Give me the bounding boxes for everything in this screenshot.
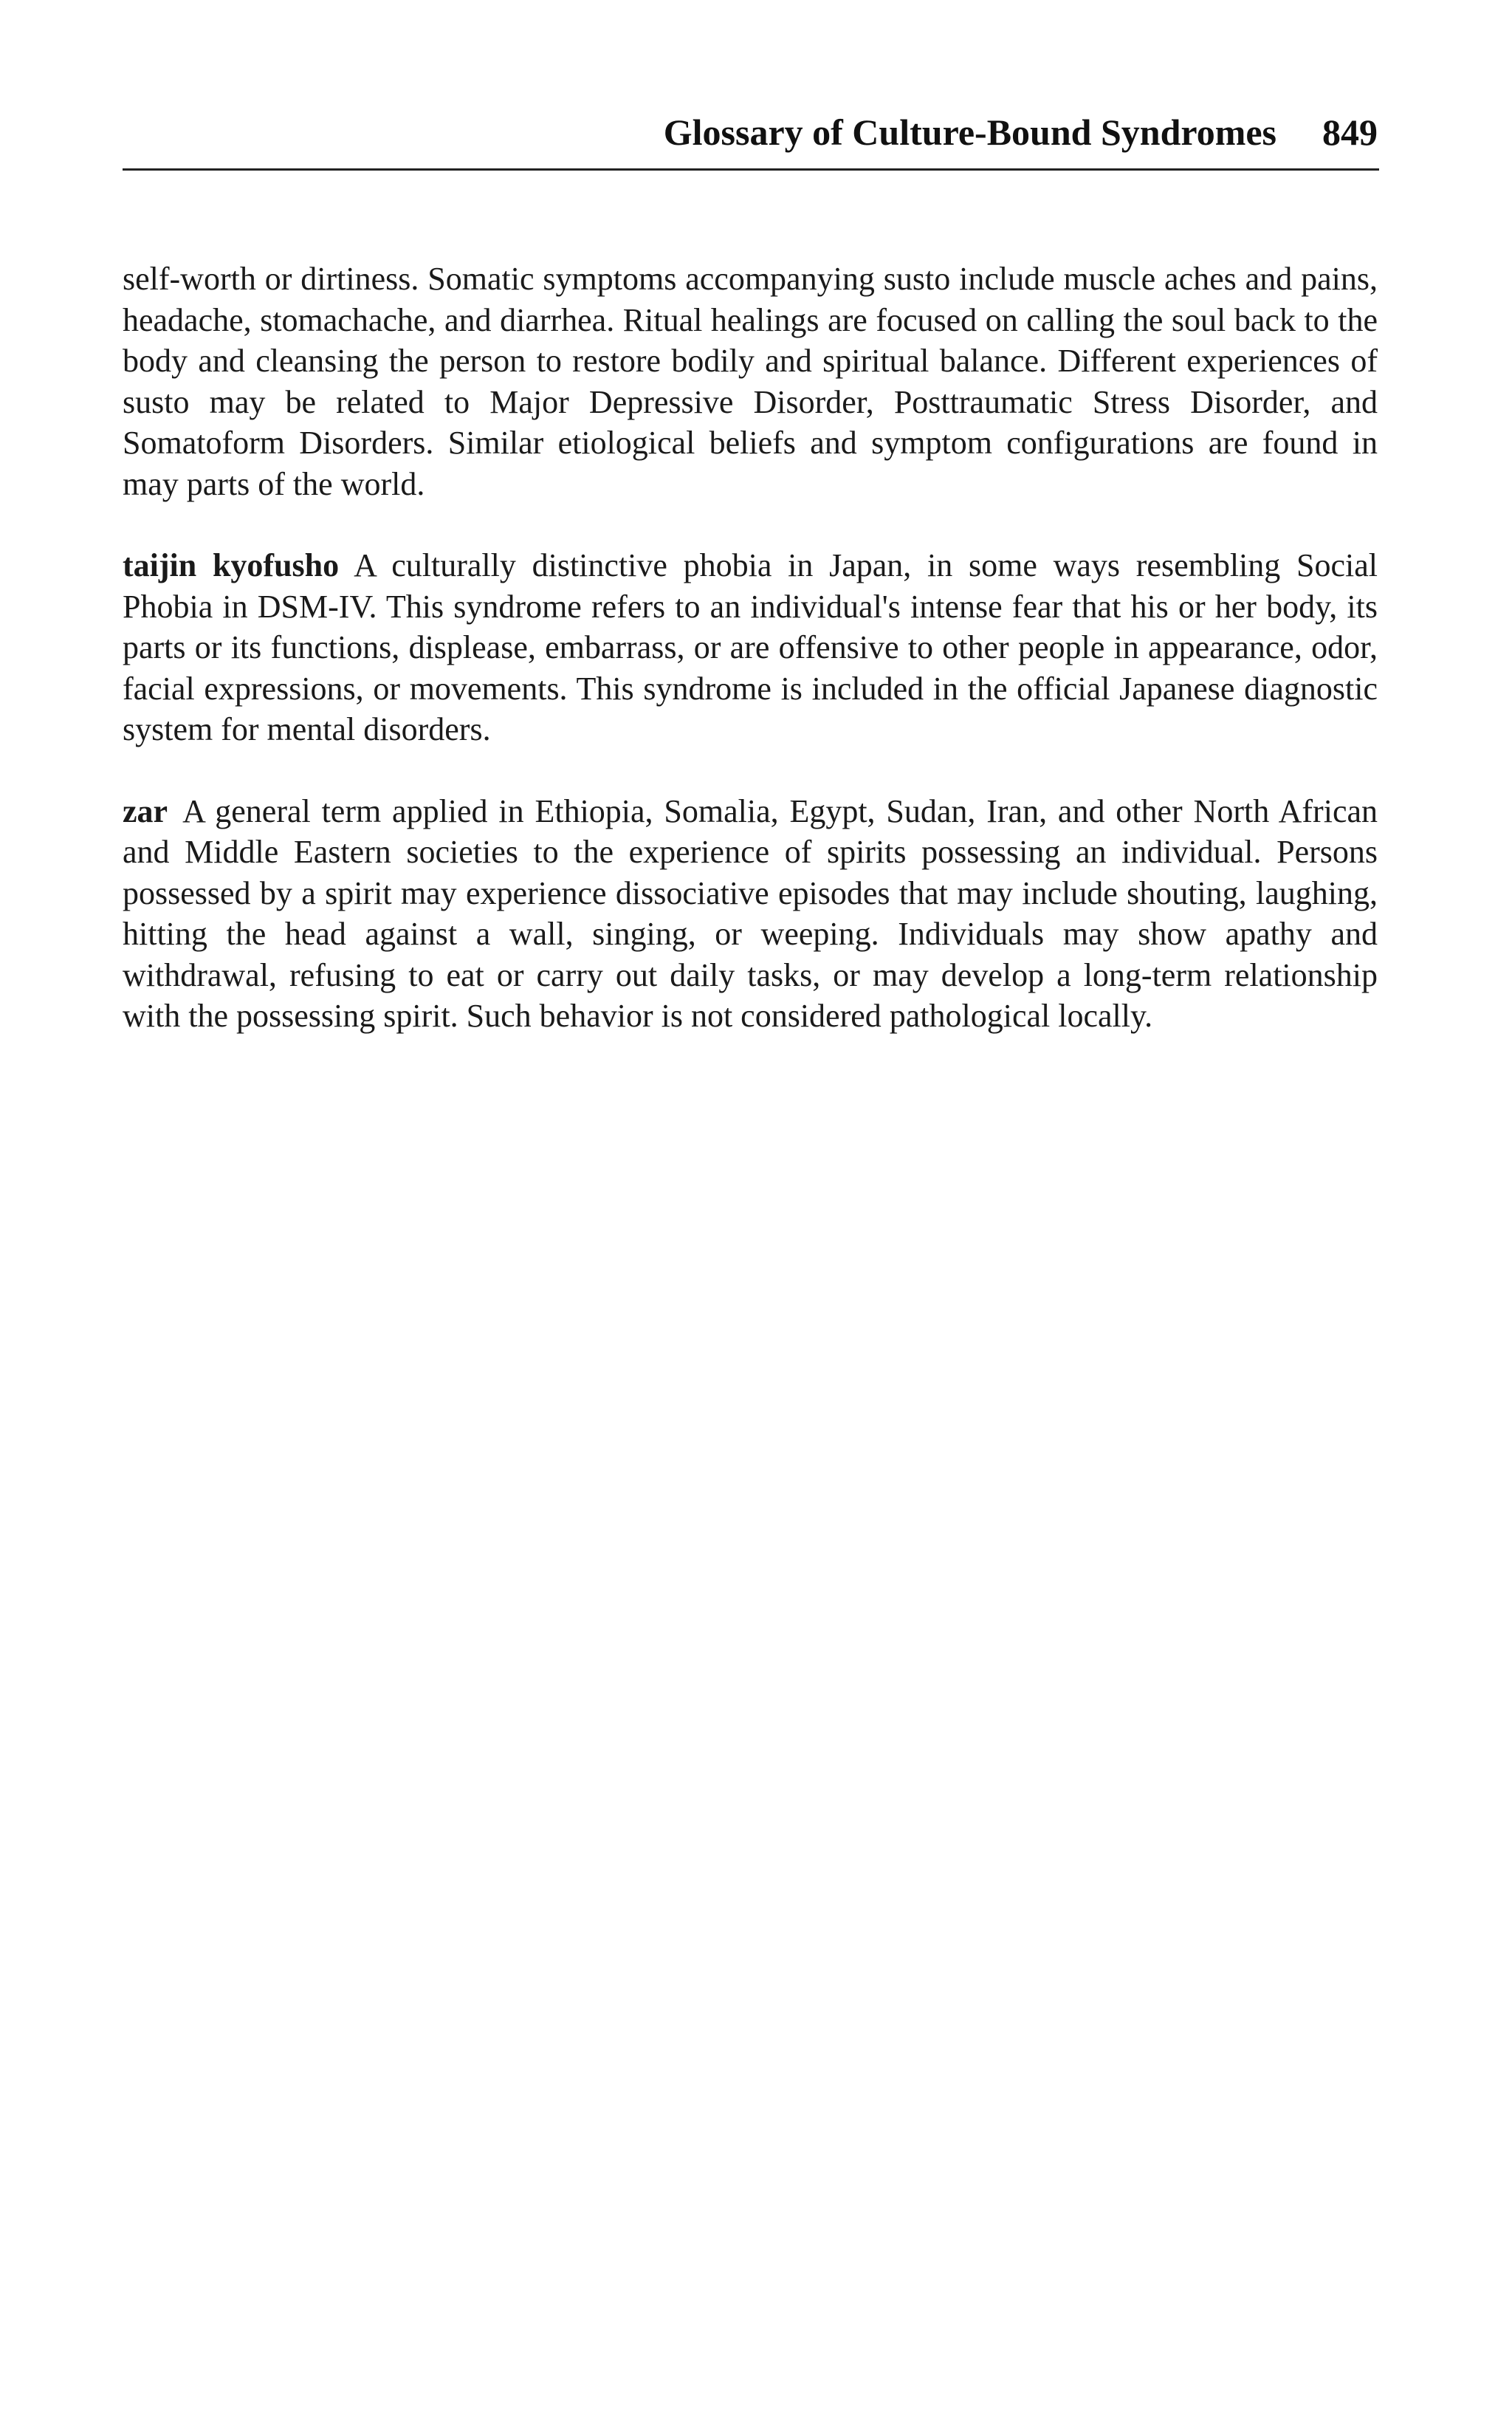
- header-rule: [123, 168, 1379, 171]
- entry-term: taijin kyofusho: [123, 547, 340, 583]
- glossary-entry-zar: [123, 791, 1378, 1037]
- glossary-entry-continued: [123, 258, 1378, 504]
- running-head-title: Glossary of Culture-Bound Syndromes: [663, 112, 1276, 153]
- glossary-entry-taijin-kyofusho: [123, 545, 1378, 750]
- entry-text: A culturally distinctive phobia in Japan, in some ways resembling Social Phobia in DSM-IV. This syndrome refers to an individual's intense fear that his or her body, its parts or its functions, displease, embarrass, or are offensive to other people in appearance, odor, facial expressions, or movements. This syndrome is included in the official Japanese diagnostic system for mental disorders.: [123, 547, 1378, 747]
- entry-term: zar: [123, 792, 168, 829]
- entry-text: self-worth or dirtiness. Somatic symptoms accompanying susto include muscle aches and pains, headache, stomachache, and diarrhea. Ritual healings are focused on calling the soul back to the body and cleansing the person to restore bodily and spiritual balance. Different experiences of susto may be related to Major Depressive Disorder, Posttraumatic Stress Disorder, and Somatoform Disorders. Similar etiological beliefs and symptom configurations are found in may parts of the world.: [123, 261, 1378, 502]
- running-head: [123, 111, 1378, 170]
- page-number: 849: [1322, 112, 1378, 153]
- glossary-body: [123, 258, 1378, 1077]
- entry-text: A general term applied in Ethiopia, Somalia, Egypt, Sudan, Iran, and other North African and Middle Eastern societies to the experience of spirits possessing an individual. Persons possessed by a spirit may experience dissociative episodes that may include shouting, laughing, hitting the head against a wall, singing, or weeping. Individuals may show apathy and withdrawal, refusing to eat or carry out daily tasks, or may develop a long-term relationship with the possessing spirit. Such behavior is not considered pathological locally.: [123, 792, 1378, 1034]
